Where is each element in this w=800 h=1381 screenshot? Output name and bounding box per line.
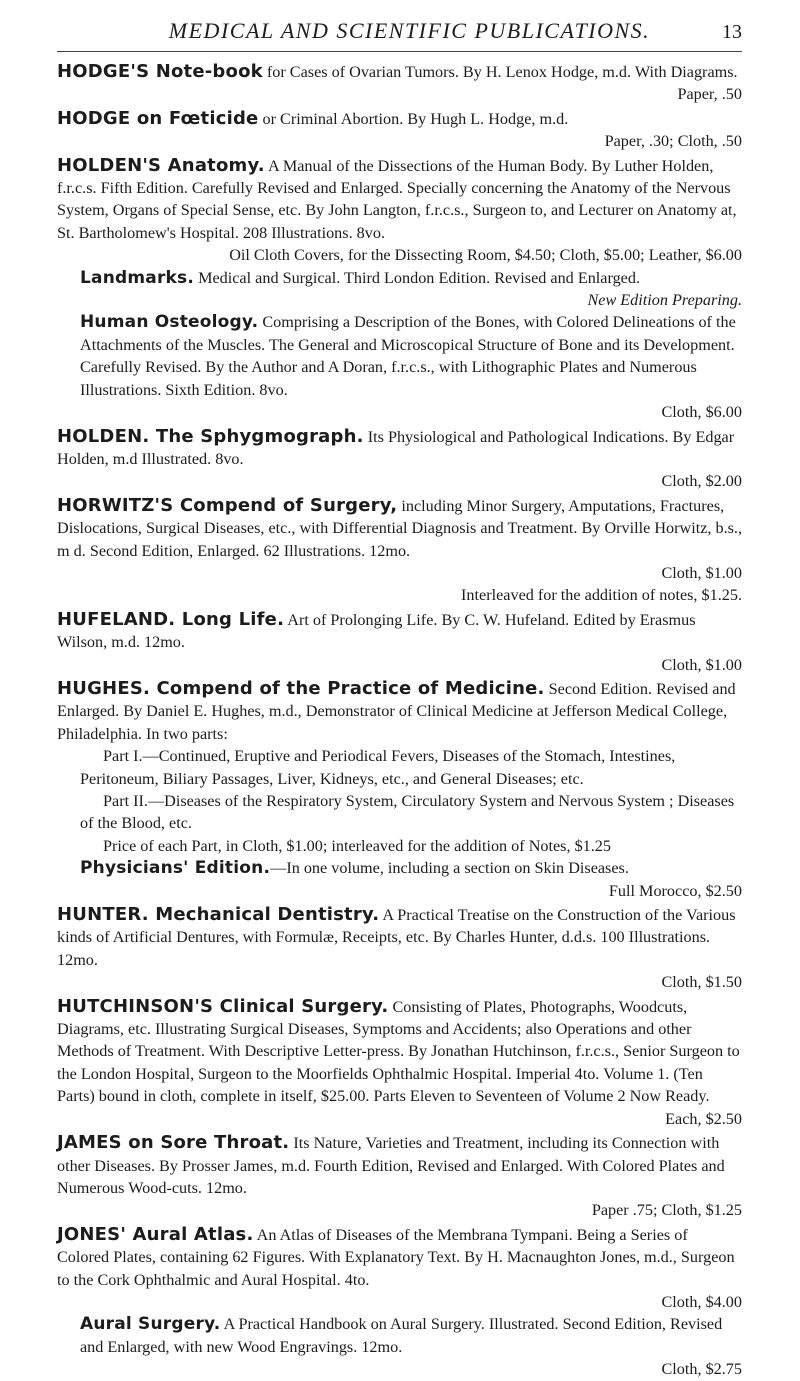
entry-heading: JONES' Aural Atlas. (57, 1223, 254, 1245)
catalog-entry (57, 311, 742, 423)
entry-description: A Manual of the Dissections of the Human Body. By Luther Holden, f.r.c.s. Fifth Edition. Carefully Revised and Enlarged. Specially concerning the Anatomy of the Nervous System, Organs of Special Sense, etc. By John Langton, f.r.c.s., Surgeon to, and Lecturer on Anatomy at, St. Bartholomew's Hospital. 208 Illustrations. 8vo. (57, 156, 737, 242)
entry-heading: HORWITZ'S Compend of Surgery, (57, 494, 398, 516)
entry-heading: HODGE on Fœticide (57, 107, 259, 129)
entry-description: including Minor Surgery, Amputations, Fractures, Dislocations, Surgical Diseases, etc., with Differential Diagnosis and Treatment. By Orville Horwitz, b.s., m d. Second Edition, Enlarged. 62 Illustrations. 12mo. (57, 496, 743, 560)
entry-heading: HODGE'S Note-book (57, 61, 263, 82)
entry-heading: Human Osteology. (80, 312, 259, 333)
entry-part-1: Part I.—Continued, Eruptive and Periodical Fevers, Diseases of the Stomach, Intestines, Peritoneum, Biliary Passages, Liver, Kidneys, etc., and General Diseases; etc. (80, 747, 676, 788)
catalog-entry (57, 155, 742, 267)
entry-description: Consisting of Plates, Photographs, Woodcuts, Diagrams, etc. Illustrating Surgical Diseases, Symptoms and Accidents; also Operations and other Methods of Treatment. With Descriptive Letter-press. By Jonathan Hutchinson, f.r.c.s., Senior Surgeon to the London Hospital, Surgeon to the Moorfields Ophthalmic Hospital. Imperial 4to. Volume 1. (Ten Parts) bound in cloth, complete in itself, $25.00. Parts Eleven to Seventeen of Volume 2 Now Ready. (57, 997, 740, 1106)
entry-heading: HUGHES. Compend of the Practice of Medicine. (57, 677, 545, 699)
entry-part-2: Part II.—Diseases of the Respiratory System, Circulatory System and Nervous System ; Diseases of the Blood, etc. (80, 792, 735, 833)
entry-description: or Criminal Abortion. By Hugh L. Hodge, m.d. (262, 109, 569, 128)
entry-heading: JAMES on Sore Throat. (57, 1132, 290, 1154)
entry-description: A Practical Treatise on the Construction of the Various kinds of Artificial Dentures, with Formulæ, Receipts, etc. By Charles Hunter, d.d.s. 100 Illustrations. 12mo. (57, 906, 736, 969)
entry-description: Its Physiological and Pathological Indications. By Edgar Holden, m.d Illustrated. 8vo. (57, 427, 735, 468)
entry-price: Cloth, $2.00 (661, 472, 742, 491)
catalog-entry (57, 996, 742, 1130)
catalog-entry (57, 609, 742, 676)
catalog-entry (57, 904, 742, 994)
entry-price: Cloth, $1.00 (661, 655, 742, 674)
entry-description: Its Nature, Varieties and Treatment, including its Connection with other Diseases. By Prosser James, m.d. Fourth Edition, Revised and Enlarged. With Colored Plates and Numerous Wood-cuts. 12mo. (57, 1134, 725, 1197)
catalog-entry (57, 426, 742, 493)
catalog-entry (57, 1224, 742, 1314)
catalog-entry (57, 108, 742, 153)
entry-heading: HUNTER. Mechanical Dentistry. (57, 904, 380, 926)
entry-description: —In one volume, including a section on Skin Diseases. (270, 859, 629, 878)
entry-price: Cloth, $1.00 (661, 563, 742, 582)
catalog-entry (57, 495, 742, 607)
entry-description: Second Edition. Revised and Enlarged. By Daniel E. Hughes, m.d., Demonstrator of Clinical Medicine at Jefferson Medical College, Philadelphia. In two parts: (57, 679, 736, 743)
catalog-entry (57, 267, 742, 312)
entry-price: Oil Cloth Covers, for the Dissecting Room, $4.50; Cloth, $5.00; Leather, $6.00 (229, 246, 742, 265)
entry-price: Paper, .30; Cloth, .50 (604, 132, 742, 151)
catalog-entry (57, 61, 742, 106)
entry-heading: HUFELAND. Long Life. (57, 608, 285, 630)
entry-description: for Cases of Ovarian Tumors. By H. Lenox Hodge, m.d. With Diagrams. (266, 63, 738, 81)
entry-price: Cloth, $1.50 (661, 973, 742, 992)
catalog-entry (57, 857, 742, 902)
entry-price: Each, $2.50 (665, 1109, 742, 1128)
entry-description: Medical and Surgical. Third London Edition. Revised and Enlarged. (198, 268, 641, 287)
running-head (57, 18, 742, 52)
entry-price-interleaved: Interleaved for the addition of notes, $1.25. (461, 586, 742, 605)
entry-price: Cloth, $6.00 (661, 403, 742, 422)
entry-heading: HUTCHINSON'S Clinical Surgery. (57, 995, 389, 1017)
entry-description: An Atlas of Diseases of the Membrana Tympani. Being a Series of Colored Plates, containing 62 Figures. With Explanatory Text. By H. Macnaughton Jones, m.d., Surgeon to the Cork Ophthalmic and Aural Hospital. 4to. (57, 1225, 735, 1289)
entry-heading: HOLDEN'S Anatomy. (57, 154, 265, 176)
entry-price: Paper, .50 (677, 85, 742, 104)
entry-price: Cloth, $4.00 (661, 1292, 742, 1311)
running-head-title: MEDICAL AND SCIENTIFIC PUBLICATIONS. (168, 18, 651, 43)
entry-price: Cloth, $2.75 (661, 1360, 742, 1379)
entry-heading: Physicians' Edition. (80, 858, 271, 879)
entry-part-price: Price of each Part, in Cloth, $1.00; interleaved for the addition of Notes, $1.25 (103, 836, 611, 855)
page-number: 13 (722, 21, 742, 43)
entry-heading: HOLDEN. The Sphygmograph. (57, 425, 364, 447)
entry-description: Art of Prolonging Life. By C. W. Hufeland. Edited by Erasmus Wilson, m.d. 12mo. (57, 610, 696, 652)
catalog-entry (57, 678, 742, 857)
catalog-entry (57, 1132, 742, 1222)
entry-price: New Edition Preparing. (587, 291, 742, 310)
entry-heading: Landmarks. (80, 267, 195, 288)
entry-description: A Practical Handbook on Aural Surgery. Illustrated. Second Edition, Revised and Enlarged, with new Wood Engravings. 12mo. (80, 1315, 723, 1356)
catalog-entry (57, 1313, 742, 1380)
entry-description: Comprising a Description of the Bones, with Colored Delineations of the Attachments of the Muscles. The General and Microscopical Structure of Bone and its Development. Carefully Revised. By the Author and A Doran, f.r.c.s., with Lithographic Plates and Numerous Illustrations. Sixth Edition. 8vo. (80, 313, 736, 399)
entry-price: Paper .75; Cloth, $1.25 (591, 1201, 742, 1220)
entry-price: Full Morocco, $2.50 (608, 881, 742, 900)
entry-heading: Aural Surgery. (80, 1314, 221, 1335)
